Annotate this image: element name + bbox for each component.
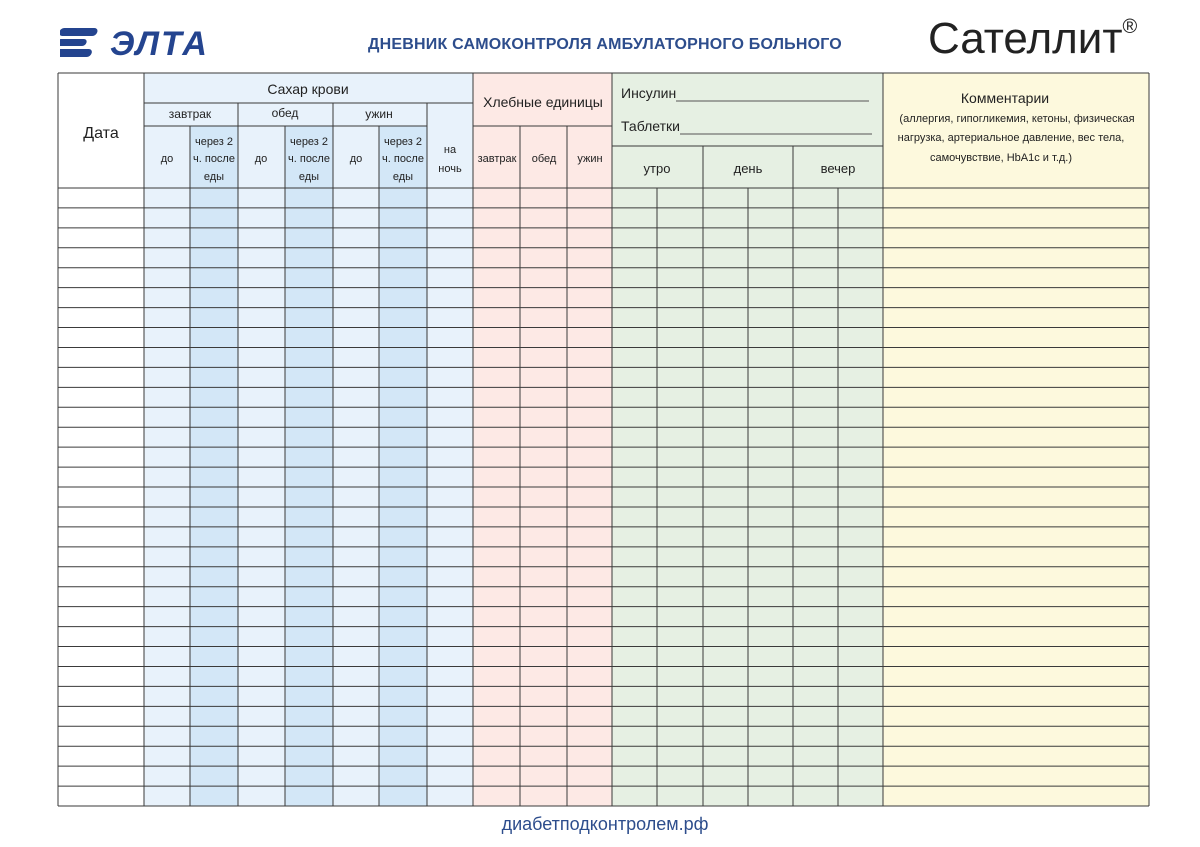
page-title: ДНЕВНИК САМОКОНТРОЛЯ АМБУЛАТОРНОГО БОЛЬНОГО [368,36,842,53]
brand-name: Сателлит [928,14,1123,63]
bread-units-lunch: обед [531,153,557,165]
insulin-day: день [733,161,763,176]
blood-sugar-meal-lunch: обед [271,106,299,120]
night-line-2: ночь [438,163,462,175]
bread-units-header: Хлебные единицы [483,94,603,110]
footer-url[interactable]: диабетподконтролем.рф [501,814,709,834]
insulin-evening: вечер [820,161,856,176]
date-header: Дата [83,125,119,142]
insulin-morning: утро [643,161,671,176]
comments-section [883,73,1149,806]
blood-sugar-before-3: до [349,153,363,165]
bread-units-dinner: ужин [577,153,603,165]
after-meal-1-line-1: через 2 [194,136,234,148]
after-meal-2-line-1: через 2 [289,136,329,148]
after-meal-2-line-3: еды [298,171,320,183]
insulin-label: Инсулин [621,85,677,101]
after-meal-3-line-1: через 2 [383,136,423,148]
registered-mark: ® [1122,16,1138,39]
blood-sugar-meal-breakfast: завтрак [168,107,212,121]
tablets-label: Таблетки [621,118,680,134]
after-meal-1-line-3: еды [203,171,225,183]
blood-sugar-header: Сахар крови [267,81,349,97]
after-meal-1-line-2: ч. после [193,153,235,165]
comments-hint-line-2: нагрузка, артериальное давление, вес тела, [897,132,1125,144]
after-meal-2-line-2: ч. после [288,153,330,165]
blood-sugar-before-2: до [254,153,268,165]
comments-header: Комментарии [960,90,1050,106]
blood-sugar-meal-dinner: ужин [365,107,393,121]
after-meal-3-line-2: ч. после [382,153,424,165]
after-meal-3-line-3: еды [392,171,414,183]
bread-units-section [473,73,612,806]
night-line-1: на [443,144,457,156]
bread-units-breakfast: завтрак [477,153,517,165]
blood-sugar-before-1: до [160,153,174,165]
comments-hint-line-3: самочувствие, HbA1c и т.д.) [929,152,1073,164]
comments-hint-line-1: (аллергия, гипогликемия, кетоны, физическая [899,113,1135,125]
logo-wordmark: ЭЛТА [110,25,209,62]
